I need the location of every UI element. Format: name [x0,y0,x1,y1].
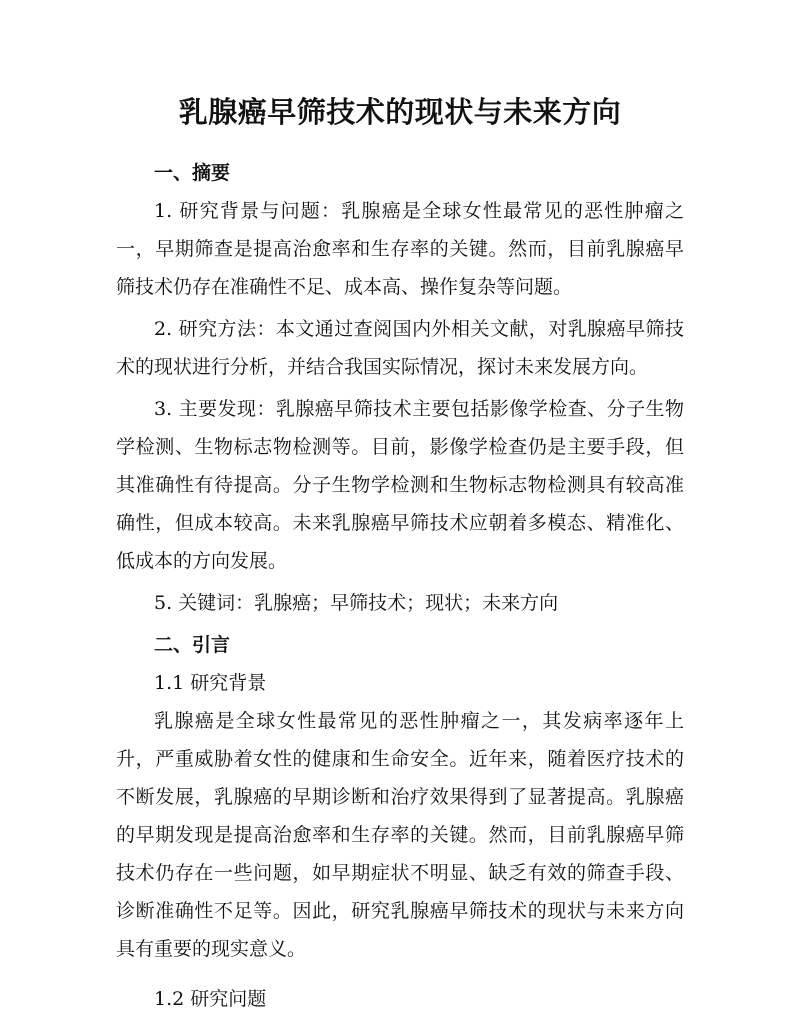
abstract-item-methods: 2. 研究方法：本文通过查阅国内外相关文献，对乳腺癌早筛技术的现状进行分析，并结合我国实际情况，探讨未来发展方向。 [116,318,684,378]
abstract-item-keywords: 5. 关键词：乳腺癌；早筛技术；现状；未来方向 [154,592,559,614]
abstract-item-background: 1. 研究背景与问题：乳腺癌是全球女性最常见的恶性肿瘤之一，早期筛查是提高治愈率和生存率的关键。然而，目前乳腺癌早筛技术仍存在准确性不足、成本高、操作复杂等问题。 [116,200,684,298]
research-question-subheading: 1.2 研究问题 [154,988,267,1010]
abstract-heading: 一、摘要 [154,162,231,184]
abstract-item-findings: 3. 主要发现：乳腺癌早筛技术主要包括影像学检查、分子生物学检测、生物标志物检测等。目前，影像学检查仍是主要手段，但其准确性有待提高。分子生物学检测和生物标志物检测具有较高准确性，但成本较高。未来乳腺癌早筛技术应朝着多模态、精准化、低成本的方向发展。 [116,398,684,572]
background-subheading: 1.1 研究背景 [154,672,267,694]
document-title: 乳腺癌早筛技术的现状与未来方向 [178,95,622,129]
section-spacer [116,972,684,980]
abstract-section [116,154,684,622]
introduction-heading: 二、引言 [154,634,231,656]
background-paragraph: 乳腺癌是全球女性最常见的恶性肿瘤之一，其发病率逐年上升，严重威胁着女性的健康和生命安全。近年来，随着医疗技术的不断发展，乳腺癌的早期诊断和治疗效果得到了显著提高。乳腺癌的早期发现是提高治愈率和生存率的关键。然而，目前乳腺癌早筛技术仍存在一些问题，如早期症状不明显、缺乏有效的筛查手段、诊断准确性不足等。因此，研究乳腺癌早筛技术的现状与未来方向具有重要的现实意义。 [116,710,684,960]
introduction-section [116,626,684,1018]
